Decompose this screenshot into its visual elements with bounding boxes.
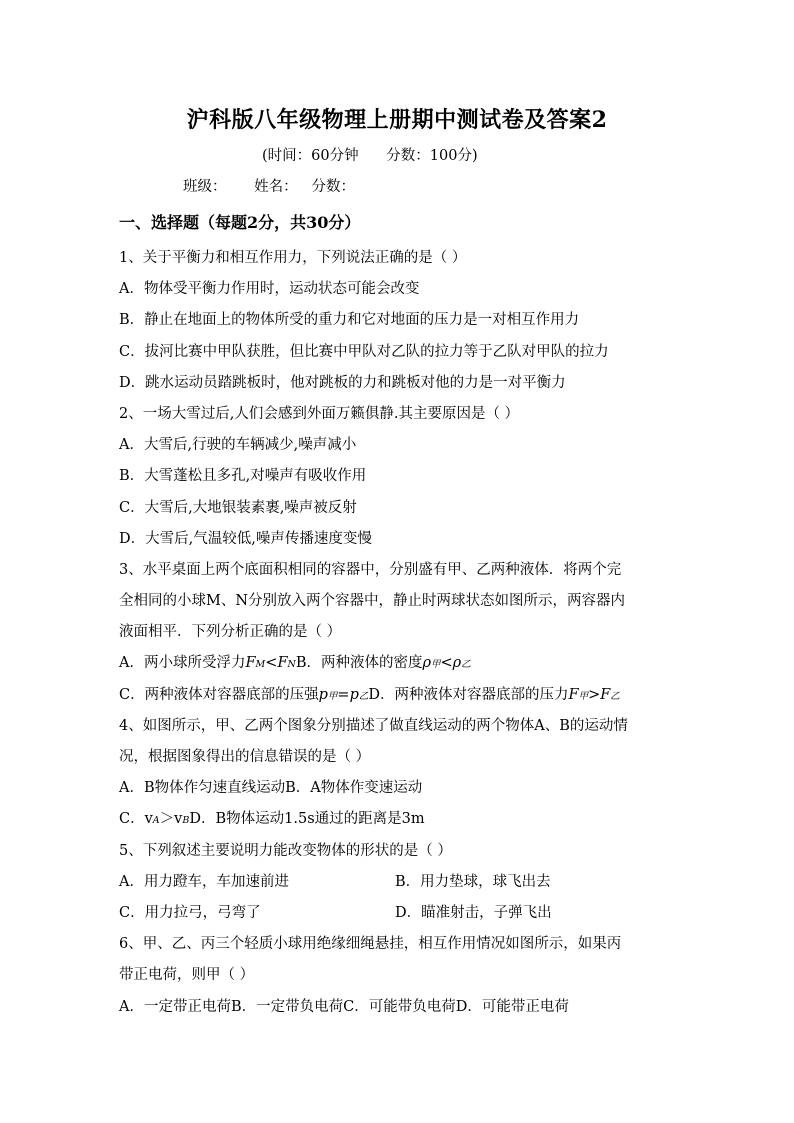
subscript: B [182, 815, 190, 827]
page-title: 沪科版八年级物理上册期中测试卷及答案2 [186, 107, 608, 133]
text-line: A．大雪后,行驶的车辆减少,噪声减小 [119, 437, 357, 454]
subscript: M [255, 659, 266, 671]
text-line: B．静止在地面上的物体所受的重力和它对地面的压力是一对相互作用力 [119, 312, 580, 329]
option: C．用力拉弓，弓弯了 [119, 904, 261, 921]
q3-options-cd [119, 680, 689, 711]
text-line: 4、如图所示，甲、乙两个图象分别描述了做直线运动的两个物体A、B的运动情 [119, 717, 628, 734]
q4-c-prefix: C．v [119, 811, 153, 828]
text-line: A．物体受平衡力作用时，运动状态可能会改变 [119, 281, 420, 298]
greater-than: > [588, 686, 601, 703]
section-title-choice: 一、选择题（每题2分，共30分） [119, 213, 361, 232]
subscript: A [152, 815, 160, 827]
q4-d-text: D．B物体运动1.5s通过的距离是3m [189, 811, 425, 828]
subscript: N [287, 659, 296, 671]
less-than: < [265, 655, 278, 672]
subscript: 乙 [358, 690, 369, 702]
text-line: B．大雪蓬松且多孔,对噪声有吸收作用 [119, 468, 367, 485]
text-line: C．大雪后,大地银装素裹,噪声被反射 [119, 499, 357, 516]
option: B．用力垫球，球飞出去 [395, 873, 551, 890]
symbol-F: F [277, 655, 288, 672]
text-line: A．一定带正电荷B．一定带负电荷C．可能带负电荷D．可能带正电荷 [119, 998, 569, 1015]
text-line: 液面相平．下列分析正确的是（ ） [119, 624, 342, 641]
symbol-rho: ρ [422, 655, 431, 672]
student-info-line: 班级： 姓名： 分数： [183, 179, 355, 195]
less-than: < [440, 655, 453, 672]
question-content [119, 243, 689, 1023]
text-line: D．跳水运动员踏跳板时，他对跳板的力和跳板对他的力是一对平衡力 [119, 374, 566, 391]
q4-c-gt: ＞v [159, 811, 183, 828]
q3-c-prefix: C．两种液体对容器底部的压强 [119, 686, 319, 703]
q3-a-prefix: A．两小球所受浮力 [119, 655, 246, 672]
q3-b-text: B．两种液体的密度 [295, 655, 423, 672]
symbol-F: F [568, 686, 579, 703]
subscript: 乙 [461, 659, 471, 671]
subscript: 甲 [578, 690, 589, 702]
symbol-F: F [245, 655, 256, 672]
exam-time-score: (时间：60分钟 分数：100分) [262, 148, 478, 164]
q3-d-text: D．两种液体对容器底部的压力 [368, 686, 569, 703]
text-line: 5、下列叙述主要说明力能改变物体的形状的是（ ） [119, 842, 452, 859]
symbol-p: p [318, 686, 328, 703]
symbol-rho: ρ [452, 655, 462, 672]
option: D．瞄准射击，子弹飞出 [395, 904, 552, 921]
subscript: 甲 [327, 690, 338, 702]
option: A．用力蹬车，车加速前进 [119, 873, 289, 890]
text-line: 况，根据图象得出的信息错误的是（ ） [119, 749, 371, 765]
text-line: 1、关于平衡力和相互作用力，下列说法正确的是（ ） [119, 250, 467, 266]
text-line: 全相同的小球M、N分别放入两个容器中，静止时两球状态如图所示，两容器内 [119, 593, 626, 610]
q4-options-cd [119, 804, 689, 835]
q5-options-row [119, 867, 689, 898]
text-line: 2、一场大雪过后,人们会感到外面万籁俱静.其主要原因是（ ） [119, 405, 520, 422]
subscript: 甲 [431, 659, 441, 671]
text-line: D．大雪后,气温较低,噪声传播速度变慢 [119, 530, 372, 547]
subscript: 乙 [610, 690, 620, 702]
text-line: 6、甲、乙、丙三个轻质小球用绝缘细绳悬挂，相互作用情况如图所示，如果丙 [119, 936, 622, 953]
symbol-F: F [600, 686, 611, 703]
symbol-p: p [349, 686, 359, 703]
text-line: 3、水平桌面上两个底面积相同的容器中，分别盛有甲、乙两种液体．将两个完 [119, 561, 622, 578]
text-line: C．拔河比赛中甲队获胜，但比赛中甲队对乙队的拉力等于乙队对甲队的拉力 [119, 343, 609, 360]
q3-options-ab [119, 648, 689, 679]
text-line: 带正电荷，则甲（ ） [119, 967, 255, 984]
q5-options-row [119, 898, 689, 929]
equals: = [337, 686, 350, 703]
text-line: A．B物体作匀速直线运动B．A物体作变速运动 [119, 780, 423, 797]
